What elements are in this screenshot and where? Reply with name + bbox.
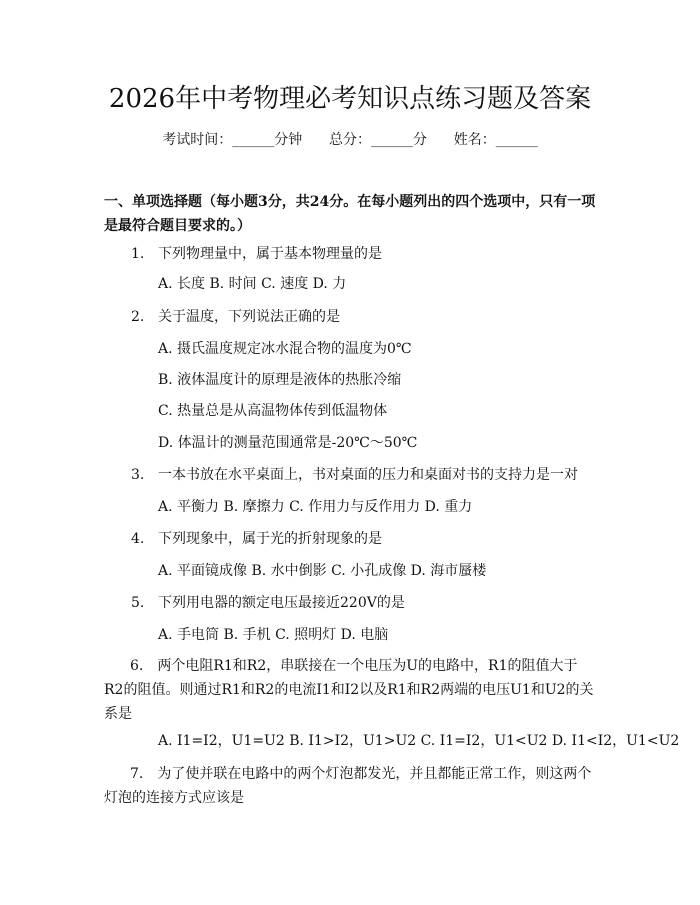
question-1-options: A. 长度 B. 时间 C. 速度 D. 力: [158, 276, 347, 292]
question-3-number: 3.: [131, 467, 145, 483]
question-2-option-b: B. 液体温度计的原理是液体的热胀冷缩: [158, 372, 402, 388]
question-2-option-c: C. 热量总是从高温物体传到低温物体: [158, 403, 388, 419]
question-4-number: 4.: [131, 531, 145, 547]
question-2-number: 2.: [131, 309, 145, 325]
question-5-number: 5.: [131, 595, 145, 611]
question-5-options: A. 手电筒 B. 手机 C. 照明灯 D. 电脑: [158, 627, 389, 643]
question-2-stem: 关于温度，下列说法正确的是: [158, 309, 340, 325]
question-1-number: 1.: [131, 246, 145, 262]
section-heading: 一、单项选择题（每小题3分，共24分。在每小题列出的四个选项中，只有一项是最符合题目要求的。）: [104, 194, 596, 234]
exam-info-line: 考试时间：______分钟 总分：______分 姓名：______: [162, 132, 538, 148]
question-4-options: A. 平面镜成像 B. 水中倒影 C. 小孔成像 D. 海市蜃楼: [158, 563, 487, 579]
question-5-stem: 下列用电器的额定电压最接近220V的是: [158, 595, 405, 611]
question-2-option-a: A. 摄氏温度规定冰水混合物的温度为0℃: [158, 341, 412, 357]
question-3-stem: 一本书放在水平桌面上，书对桌面的压力和桌面对书的支持力是一对: [158, 467, 578, 483]
question-6-options: A. I1=I2，U1=U2 B. I1>I2，U1>U2 C. I1=I2，U1<U2 D. I1<I2，U1<U2: [158, 733, 680, 749]
question-3-options: A. 平衡力 B. 摩擦力 C. 作用力与反作用力 D. 重力: [158, 499, 473, 515]
question-1-stem: 下列物理量中，属于基本物理量的是: [158, 246, 382, 262]
question-2-option-d: D. 体温计的测量范围通常是-20℃～50℃: [158, 435, 418, 451]
document-title: 2026年中考物理必考知识点练习题及答案: [108, 84, 592, 114]
question-6-stem: 6. 两个电阻R1和R2，串联接在一个电压为U的电路中，R1的阻值大于R2的阻值。则通过R1和R2的电流I1和I2以及R1和R2两端的电压U1和U2的关系是: [104, 658, 594, 722]
question-7-stem: 7. 为了使并联在电路中的两个灯泡都发光，并且都能正常工作，则这两个灯泡的连接方式应该是: [104, 766, 592, 806]
question-4-stem: 下列现象中，属于光的折射现象的是: [158, 531, 382, 547]
